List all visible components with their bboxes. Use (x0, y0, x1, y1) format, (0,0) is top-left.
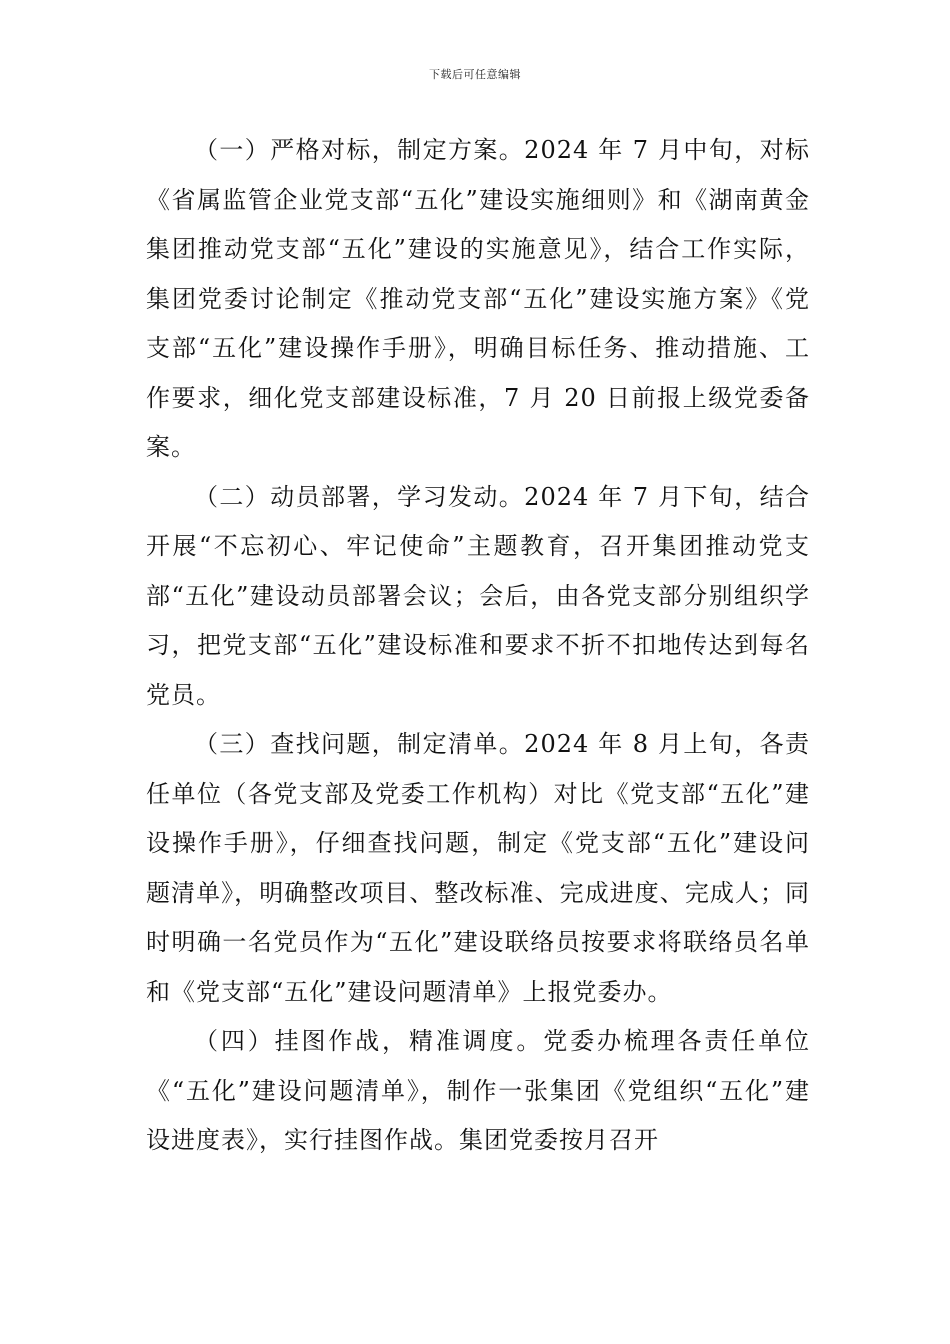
document-body (146, 126, 810, 1166)
page-header: 下载后可任意编辑 (429, 68, 521, 81)
paragraph-3: （三）查找问题，制定清单。2024 年 8 月上旬，各责任单位（各党支部及党委工作机构）对比《党支部“五化”建设操作手册》，仔细查找问题，制定《党支部“五化”建设问题清单》，明确整改项目、整改标准、完成进度、完成人；同时明确一名党员作为“五化”建设联络员按要求将联络员名单和《党支部“五化”建设问题清单》上报党委办。 (146, 730, 810, 1006)
paragraph-2: （二）动员部署，学习发动。2024 年 7 月下旬，结合开展“不忘初心、牢记使命”主题教育，召开集团推动党支部“五化”建设动员部署会议；会后，由各党支部分别组织学习，把党支部“五化”建设标准和要求不折不扣地传达到每名党员。 (146, 482, 810, 709)
paragraph-4: （四）挂图作战，精准调度。党委办梳理各责任单位《“五化”建设问题清单》，制作一张集团《党组织“五化”建设进度表》，实行挂图作战。集团党委按月召开 (146, 1027, 810, 1154)
paragraph-1: （一）严格对标，制定方案。2024 年 7 月中旬，对标《省属监管企业党支部“五化”建设实施细则》和《湖南黄金集团推动党支部“五化”建设的实施意见》，结合工作实际，集团党委讨论制定《推动党支部“五化”建设实施方案》《党支部“五化”建设操作手册》，明确目标任务、推动措施、工作要求，细化党支部建设标准，7 月 20 日前报上级党委备案。 (146, 136, 810, 461)
